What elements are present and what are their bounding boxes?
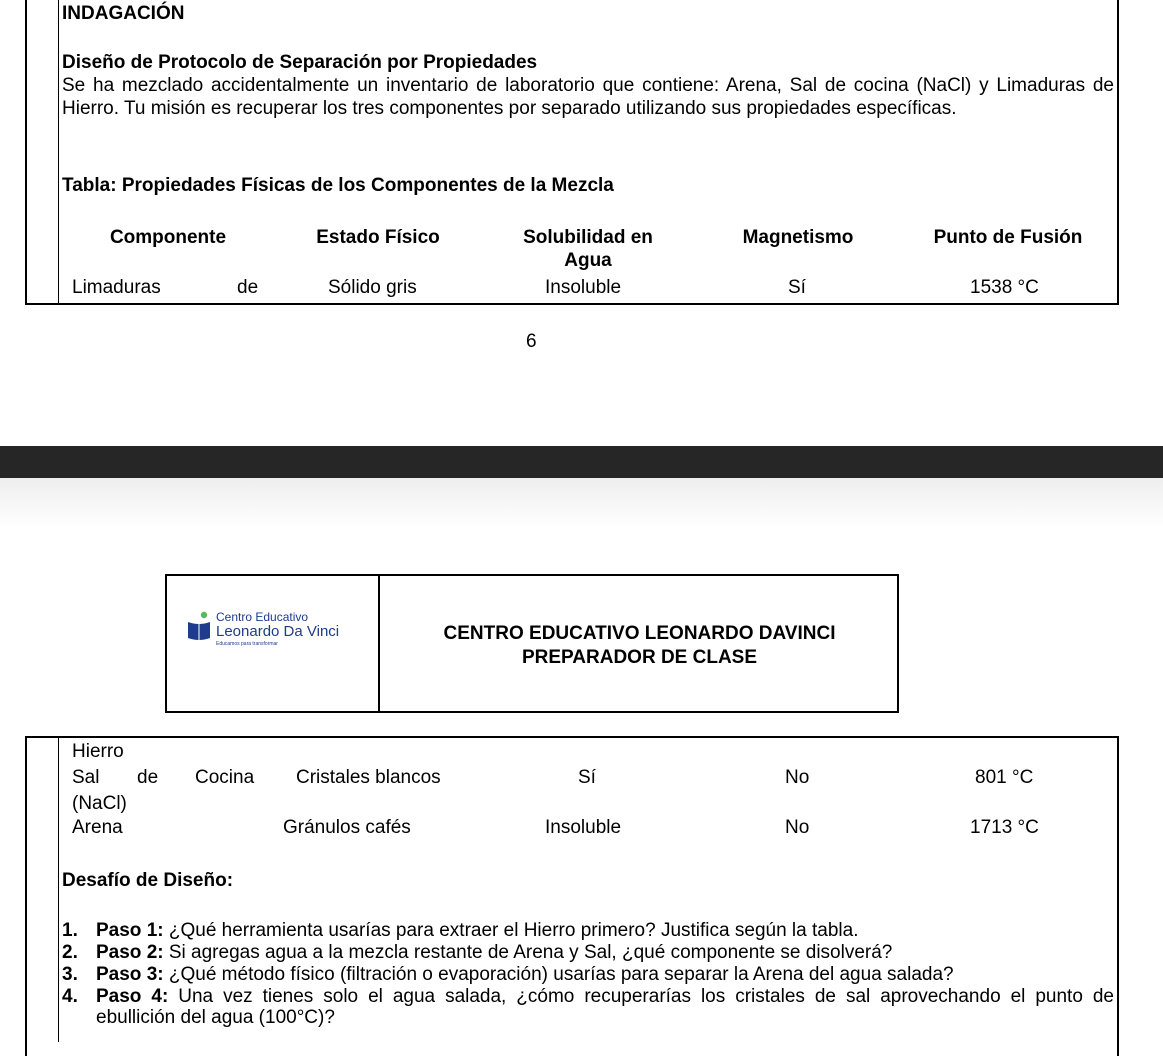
frame-inner-line	[58, 0, 59, 305]
sand-name: Arena	[72, 817, 123, 838]
header-solubility	[487, 226, 689, 272]
salt-magnetism: No	[785, 767, 810, 788]
iron-solubility: Insoluble	[545, 277, 622, 298]
step-2	[62, 942, 1114, 963]
step-2-text: Si agregas agua a la mezcla restante de Arena y Sal, ¿qué componente se disolverá?	[163, 942, 893, 963]
school-logo	[186, 610, 376, 656]
sand-magnetism: No	[785, 817, 810, 838]
step-1-number: 1.	[62, 920, 78, 941]
school-title: CENTRO EDUCATIVO LEONARDO DAVINCI	[443, 623, 836, 644]
step-1-label: Paso 1:	[96, 920, 164, 941]
step-3-label: Paso 3:	[96, 964, 164, 985]
step-4-body	[96, 986, 1114, 1028]
sand-state: Gránulos cafés	[283, 817, 411, 838]
iron-state: Sólido gris	[328, 277, 417, 298]
sand-melting: 1713 °C	[970, 817, 1039, 838]
salt-melting: 801 °C	[975, 767, 1034, 788]
step-1	[62, 920, 1114, 941]
step-4-label: Paso 4:	[96, 986, 169, 1007]
iron-name-word1: Limaduras	[72, 277, 161, 298]
sand-solubility: Insoluble	[545, 817, 622, 838]
logo-book-icon	[186, 610, 212, 646]
protocol-subtitle: Diseño de Protocolo de Separación por Propiedades	[62, 52, 538, 73]
iron-magnetism: Sí	[788, 277, 806, 298]
header-solubility-line2: Agua	[564, 250, 612, 271]
header-melting: Punto de Fusión	[933, 227, 1083, 248]
table-title: Tabla: Propiedades Físicas de los Componentes de la Mezcla	[62, 175, 614, 196]
step-2-label: Paso 2:	[96, 942, 164, 963]
iron-name-continued: Hierro	[72, 741, 124, 762]
step-4-number: 4.	[62, 986, 78, 1007]
step-3-number: 3.	[62, 964, 78, 985]
salt-name-word3: Cocina	[195, 767, 255, 788]
logo-line1: Centro Educativo	[216, 610, 309, 624]
challenge-title: Desafío de Diseño:	[62, 870, 234, 891]
step-4-text: Una vez tienes solo el agua salada, ¿cómo recuperarías los cristales de sal aprovechando el punto de ebullición del agua (100°C)?	[96, 986, 1114, 1028]
intro-paragraph: Se ha mezclado accidentalmente un inventario de laboratorio que contiene: Arena, Sal de cocina (NaCl) y Limaduras de Hierro. Tu misión es recuperar los tres componentes por separado utilizando sus propiedades específicas.	[62, 75, 1114, 119]
iron-melting: 1538 °C	[970, 277, 1039, 298]
header-component: Componente	[109, 227, 227, 248]
page-gap-fade	[0, 478, 1163, 528]
frame-inner-line-bottom	[58, 738, 59, 1042]
header-state: Estado Físico	[316, 227, 440, 248]
logo-tagline: Educamos para transformar	[216, 641, 278, 647]
step-2-number: 2.	[62, 942, 78, 963]
page-gap-band	[0, 446, 1163, 478]
salt-state: Cristales blancos	[296, 767, 441, 788]
logo-line2: Leonardo Da Vinci	[216, 623, 340, 640]
salt-name-word1: Sal	[72, 767, 100, 788]
iron-name-word2: de	[237, 277, 259, 298]
section-title: INDAGACIÓN	[62, 3, 185, 24]
salt-name-word2: de	[137, 767, 159, 788]
step-3	[62, 964, 1114, 985]
step-3-text: ¿Qué método físico (filtración o evaporación) usarías para separar la Arena del agua salada?	[163, 964, 954, 985]
step-1-text: ¿Qué herramienta usarías para extraer el Hierro primero? Justifica según la tabla.	[163, 920, 859, 941]
header-solubility-line1: Solubilidad en	[523, 227, 653, 248]
header-magnetism: Magnetismo	[742, 227, 854, 248]
step-4	[62, 986, 1114, 1028]
salt-name-word4: (NaCl)	[72, 793, 127, 814]
document-title: PREPARADOR DE CLASE	[521, 647, 758, 668]
salt-solubility: Sí	[578, 767, 596, 788]
page-number: 6	[526, 331, 537, 352]
